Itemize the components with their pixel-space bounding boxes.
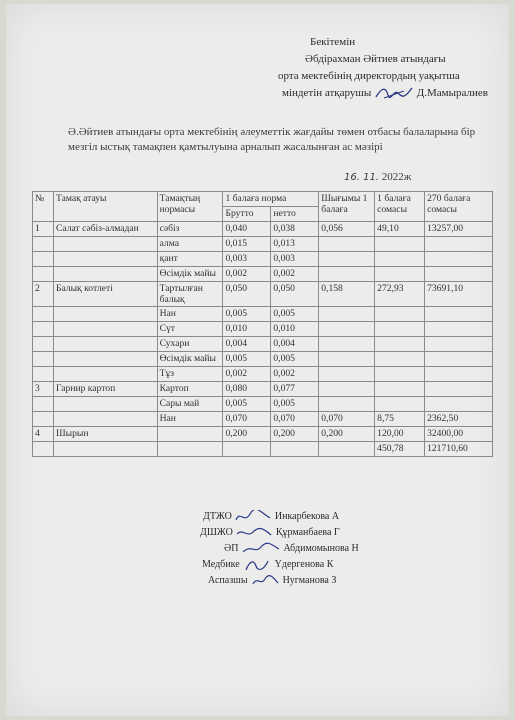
approval-acting-label: міндетін атқарушы — [282, 87, 372, 99]
date-year: 2022ж — [381, 171, 412, 183]
header-brutto: Брутто — [223, 207, 271, 222]
cell-brutto: 0,080 — [223, 382, 271, 397]
cell-num — [33, 367, 54, 382]
cell-total — [425, 267, 493, 282]
header-norm: Тамақтың нормасы — [157, 192, 223, 222]
signature-line — [200, 525, 340, 541]
cell-name: Салат сәбіз-алмадан — [53, 222, 157, 237]
cell-price — [375, 307, 425, 322]
signature-role: ӘП — [224, 543, 239, 554]
approval-acting-line — [282, 85, 488, 102]
cell-item: сәбіз — [157, 222, 223, 237]
cell-price — [375, 237, 425, 252]
cell-total — [425, 322, 493, 337]
cell-price — [375, 397, 425, 412]
signature-icon — [242, 558, 272, 572]
cell-name: Гарнир картоп — [53, 382, 157, 397]
cell-item — [157, 442, 223, 457]
cell-num — [33, 322, 54, 337]
cell-price — [375, 337, 425, 352]
table-row — [33, 322, 493, 337]
cell-num — [33, 442, 54, 457]
cell-netto: 0,070 — [271, 412, 319, 427]
signature-icon — [250, 574, 280, 588]
cell-netto: 0,002 — [271, 267, 319, 282]
cell-brutto: 0,040 — [223, 222, 271, 237]
cell-total: 2362,50 — [425, 412, 493, 427]
cell-brutto: 0,200 — [223, 427, 271, 442]
cell-name — [53, 252, 157, 267]
approval-heading: Бекітемін — [310, 36, 356, 48]
table-row — [33, 427, 493, 442]
cell-netto — [271, 442, 319, 457]
cell-total — [425, 307, 493, 322]
cell-netto: 0,003 — [271, 252, 319, 267]
cell-total: 13257,00 — [425, 222, 493, 237]
cell-name — [53, 397, 157, 412]
document-date — [344, 171, 411, 183]
header-output: Шығымы 1 балаға — [319, 192, 375, 222]
cell-price — [375, 322, 425, 337]
cell-price: 272,93 — [375, 282, 425, 307]
table-row — [33, 222, 493, 237]
table-row — [33, 282, 493, 307]
cell-num: 2 — [33, 282, 54, 307]
cell-output — [319, 382, 375, 397]
approval-school-line: Әбдірахман Әйтиев атындағы — [305, 53, 446, 65]
header-per-child: 1 балаға норма — [223, 192, 319, 207]
cell-num: 4 — [33, 427, 54, 442]
cell-name: Шырын — [53, 427, 157, 442]
cell-brutto: 0,004 — [223, 337, 271, 352]
cell-output — [319, 352, 375, 367]
cell-total — [425, 382, 493, 397]
cell-name — [53, 367, 157, 382]
cell-item: Сухари — [157, 337, 223, 352]
cell-output — [319, 307, 375, 322]
table-row — [33, 307, 493, 322]
signature-icon — [234, 510, 272, 524]
cell-output — [319, 237, 375, 252]
cell-brutto — [223, 442, 271, 457]
cell-item: Картоп — [157, 382, 223, 397]
cell-name — [53, 337, 157, 352]
director-signature-icon — [374, 85, 414, 101]
cell-num — [33, 267, 54, 282]
cell-total — [425, 367, 493, 382]
signature-name: Нугманова З — [282, 575, 337, 586]
table-row — [33, 367, 493, 382]
cell-name: Балық котлеті — [53, 282, 157, 307]
signature-role: Медбике — [202, 559, 240, 570]
signature-name: Үдергенова К — [274, 559, 334, 570]
signature-role: Аспазшы — [208, 575, 248, 586]
cell-item: Нан — [157, 412, 223, 427]
cell-price — [375, 352, 425, 367]
cell-num: 1 — [33, 222, 54, 237]
cell-brutto: 0,005 — [223, 307, 271, 322]
cell-num — [33, 337, 54, 352]
cell-total — [425, 252, 493, 267]
cell-output — [319, 442, 375, 457]
signature-icon — [235, 526, 273, 540]
date-handwritten: 16. 11. — [344, 172, 379, 183]
cell-output — [319, 397, 375, 412]
cell-netto: 0,005 — [271, 352, 319, 367]
cell-output — [319, 322, 375, 337]
signature-line — [208, 573, 336, 589]
cell-brutto: 0,005 — [223, 397, 271, 412]
cell-item: Нан — [157, 307, 223, 322]
cell-num — [33, 307, 54, 322]
cell-netto: 0,200 — [271, 427, 319, 442]
table-row — [33, 397, 493, 412]
cell-output — [319, 267, 375, 282]
cell-num — [33, 412, 54, 427]
cell-brutto: 0,003 — [223, 252, 271, 267]
cell-name — [53, 352, 157, 367]
table-row — [33, 337, 493, 352]
signature-line — [202, 557, 333, 573]
cell-price — [375, 367, 425, 382]
cell-num: 3 — [33, 382, 54, 397]
header-num: № — [33, 192, 54, 222]
signature-name: Абдимомынова Н — [283, 543, 359, 554]
cell-output: 0,158 — [319, 282, 375, 307]
cell-item: Сары май — [157, 397, 223, 412]
signature-name: Құрманбаева Г — [275, 527, 340, 538]
signature-line — [224, 541, 359, 557]
document-page — [6, 4, 509, 716]
cell-price — [375, 267, 425, 282]
header-total: 270 балаға сомасы — [425, 192, 493, 222]
cell-num — [33, 237, 54, 252]
cell-brutto: 0,015 — [223, 237, 271, 252]
cell-num — [33, 252, 54, 267]
table-header-row — [33, 192, 493, 207]
cell-output: 0,200 — [319, 427, 375, 442]
cell-price: 450,78 — [375, 442, 425, 457]
cell-item: Тартылған балық — [157, 282, 223, 307]
cell-total — [425, 337, 493, 352]
cell-price: 49,10 — [375, 222, 425, 237]
signature-line — [203, 509, 339, 525]
cell-brutto: 0,070 — [223, 412, 271, 427]
cell-brutto: 0,010 — [223, 322, 271, 337]
table-row — [33, 237, 493, 252]
header-netto: нетто — [271, 207, 319, 222]
cell-netto: 0,013 — [271, 237, 319, 252]
cell-brutto: 0,005 — [223, 352, 271, 367]
cell-price — [375, 382, 425, 397]
cell-item: алма — [157, 237, 223, 252]
cell-name — [53, 412, 157, 427]
cell-price — [375, 252, 425, 267]
approval-director-line: орта мектебінің директордың уақытша — [278, 70, 460, 82]
cell-num — [33, 397, 54, 412]
cell-netto: 0,038 — [271, 222, 319, 237]
cell-netto: 0,002 — [271, 367, 319, 382]
cell-output: 0,056 — [319, 222, 375, 237]
cell-name — [53, 322, 157, 337]
cell-total: 73691,10 — [425, 282, 493, 307]
cell-netto: 0,005 — [271, 397, 319, 412]
table-row — [33, 442, 493, 457]
menu-table — [32, 191, 493, 457]
cell-output — [319, 252, 375, 267]
cell-output: 0,070 — [319, 412, 375, 427]
cell-item: Өсімдік майы — [157, 267, 223, 282]
cell-output — [319, 337, 375, 352]
table-row — [33, 252, 493, 267]
signature-icon — [241, 542, 281, 556]
table-row — [33, 382, 493, 397]
header-name: Тамақ атауы — [53, 192, 157, 222]
cell-brutto: 0,002 — [223, 267, 271, 282]
cell-netto: 0,050 — [271, 282, 319, 307]
cell-item: қант — [157, 252, 223, 267]
document-title: Ә.Әйтиев атындағы орта мектебінің әлеуметтік жағдайы төмен отбасы балаларына бір мезгіл ыстық тамақпен қамтылуына арналып жасалынған ас мәзірі — [68, 126, 476, 153]
cell-total — [425, 352, 493, 367]
signature-name: Инкарбекова А — [274, 511, 340, 522]
signature-role: ДШЖО — [200, 527, 233, 538]
signature-role: ДТЖО — [203, 511, 232, 522]
table-row — [33, 352, 493, 367]
approval-director-name: Д.Мамыралиев — [416, 87, 488, 99]
cell-netto: 0,010 — [271, 322, 319, 337]
cell-netto: 0,004 — [271, 337, 319, 352]
cell-price: 120,00 — [375, 427, 425, 442]
cell-total: 121710,60 — [425, 442, 493, 457]
cell-brutto: 0,050 — [223, 282, 271, 307]
cell-price: 8,75 — [375, 412, 425, 427]
cell-item: Сүт — [157, 322, 223, 337]
cell-name — [53, 267, 157, 282]
cell-brutto: 0,002 — [223, 367, 271, 382]
table-row — [33, 267, 493, 282]
cell-name — [53, 307, 157, 322]
cell-item: Өсімдік майы — [157, 352, 223, 367]
cell-total: 32400,00 — [425, 427, 493, 442]
table-row — [33, 412, 493, 427]
cell-num — [33, 352, 54, 367]
cell-output — [319, 367, 375, 382]
cell-name — [53, 237, 157, 252]
cell-name — [53, 442, 157, 457]
cell-total — [425, 237, 493, 252]
cell-netto: 0,077 — [271, 382, 319, 397]
cell-item — [157, 427, 223, 442]
cell-netto: 0,005 — [271, 307, 319, 322]
cell-item: Тұз — [157, 367, 223, 382]
cell-total — [425, 397, 493, 412]
header-price: 1 балаға сомасы — [375, 192, 425, 222]
